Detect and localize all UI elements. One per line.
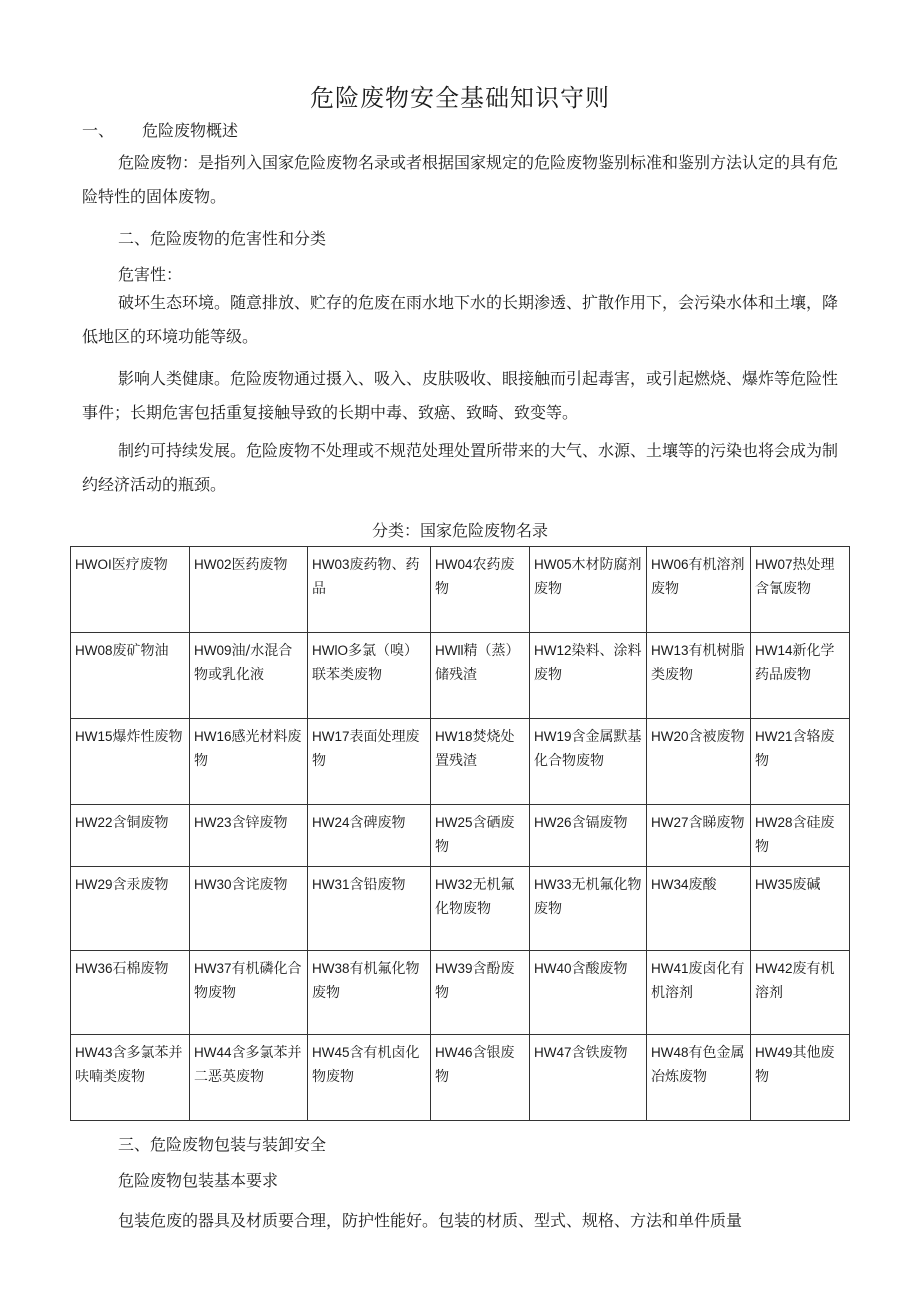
waste-category-cell: [71, 547, 190, 633]
waste-code: HW24: [312, 815, 350, 830]
waste-name: 废有机溶剂: [755, 961, 835, 1001]
waste-name: 废卤化有机溶剂: [651, 961, 745, 1001]
waste-category-cell: [647, 547, 751, 633]
waste-code: HW37: [194, 961, 232, 976]
waste-name: 表面处理废物: [312, 729, 420, 769]
waste-category-cell: [190, 719, 308, 805]
waste-category-table: [70, 546, 850, 1121]
waste-name: 有机树脂类废物: [651, 643, 745, 683]
waste-code: HWll: [435, 643, 464, 658]
waste-code: HW06: [651, 557, 689, 572]
waste-name: 木材防腐剂废物: [534, 557, 642, 597]
waste-name: 有色金属冶炼废物: [651, 1045, 745, 1085]
waste-code: HW48: [651, 1045, 689, 1060]
waste-name: 多氯（嗅）联苯类废物: [312, 643, 418, 683]
waste-code: HW29: [75, 877, 113, 892]
waste-category-cell: [71, 805, 190, 867]
waste-name: 其他废物: [755, 1045, 835, 1085]
waste-name: 热处理含氰废物: [755, 557, 835, 597]
waste-category-cell: [647, 951, 751, 1035]
waste-category-cell: [751, 547, 850, 633]
waste-category-cell: [71, 951, 190, 1035]
waste-category-cell: [190, 951, 308, 1035]
section2-heading: 二、危险废物的危害性和分类: [118, 229, 327, 248]
waste-code: HW42: [755, 961, 793, 976]
waste-category-cell: [530, 805, 647, 867]
waste-category-cell: [530, 633, 647, 719]
waste-category-cell: [190, 1035, 308, 1121]
waste-code: HW12: [534, 643, 572, 658]
waste-name: 含硒废物: [435, 815, 515, 855]
table-row: [71, 1035, 850, 1121]
waste-category-cell: [308, 633, 431, 719]
waste-code: HW14: [755, 643, 793, 658]
waste-code: HW18: [435, 729, 473, 744]
waste-name: 农药废物: [435, 557, 515, 597]
waste-code: HW38: [312, 961, 350, 976]
waste-code: HW45: [312, 1045, 350, 1060]
harm-paragraph-ecology: 破坏生态环境。随意排放、贮存的危废在雨水地下水的长期渗透、扩散作用下，会污染水体和土壤，降低地区的环境功能等级。: [82, 293, 839, 346]
waste-code: HW30: [194, 877, 232, 892]
waste-category-cell: [71, 719, 190, 805]
waste-category-cell: [751, 805, 850, 867]
waste-name: 含辂废物: [755, 729, 835, 769]
waste-code: HW46: [435, 1045, 473, 1060]
waste-name: 含铅废物: [349, 877, 406, 893]
waste-name: 医药废物: [231, 557, 288, 573]
waste-category-cell: [431, 1035, 530, 1121]
waste-name: 含酸废物: [571, 961, 628, 977]
waste-name: 无机氟化物废物: [435, 877, 515, 917]
waste-code: HWOI: [75, 557, 112, 572]
waste-category-cell: [71, 1035, 190, 1121]
waste-name: 含锌废物: [231, 815, 288, 831]
table-row: [71, 951, 850, 1035]
waste-name: 含汞废物: [112, 877, 169, 893]
waste-category-cell: [647, 805, 751, 867]
waste-name: 废酸: [688, 877, 717, 893]
waste-code: HW40: [534, 961, 572, 976]
waste-name: 废碱: [792, 877, 821, 893]
packaging-heading: 危险废物包装基本要求: [118, 1171, 279, 1190]
waste-code: HW05: [534, 557, 572, 572]
waste-code: HW09: [194, 643, 232, 658]
waste-category-cell: [647, 867, 751, 951]
waste-code: HW26: [534, 815, 572, 830]
waste-name: 废矿物油: [112, 643, 169, 659]
waste-code: HW33: [534, 877, 572, 892]
waste-code: HW13: [651, 643, 689, 658]
waste-name: 含碑废物: [349, 815, 406, 831]
waste-name: 有机磷化合物废物: [194, 961, 302, 1001]
waste-name: 无机氟化物废物: [534, 877, 642, 917]
waste-category-cell: [530, 719, 647, 805]
waste-category-cell: [530, 1035, 647, 1121]
harm-paragraph-health: 影响人类健康。危险废物通过摄入、吸入、皮肤吸收、眼接触而引起毒害，或引起燃烧、爆炸等危险性事件；长期危害包括重复接触导致的长期中毒、致癌、致畸、致变等。: [82, 369, 839, 422]
waste-code: HW32: [435, 877, 473, 892]
waste-code: HW07: [755, 557, 793, 572]
waste-code: HW39: [435, 961, 473, 976]
waste-code: HW35: [755, 877, 793, 892]
waste-code: HW47: [534, 1045, 572, 1060]
waste-code: HW04: [435, 557, 473, 572]
harm-label: 危害性：: [118, 265, 183, 284]
waste-category-cell: [751, 1035, 850, 1121]
waste-name: 含多氯苯并呋喃类废物: [75, 1045, 183, 1085]
page-title: 危险废物安全基础知识守则: [310, 84, 610, 112]
waste-name: 感光材料废物: [194, 729, 302, 769]
waste-code: HW19: [534, 729, 572, 744]
waste-category-cell: [751, 633, 850, 719]
waste-category-cell: [530, 867, 647, 951]
waste-category-cell: [431, 951, 530, 1035]
waste-category-cell: [190, 867, 308, 951]
waste-code: HW08: [75, 643, 113, 658]
definition-paragraph: 危险废物：是指列入国家危险废物名录或者根据国家规定的危险废物鉴别标准和鉴别方法认定的具有危险特性的固体废物。: [82, 153, 839, 206]
waste-code: HW27: [651, 815, 689, 830]
waste-name: 有机溶剂废物: [651, 557, 745, 597]
waste-name: 医疗废物: [111, 557, 168, 573]
waste-category-cell: [431, 547, 530, 633]
table-row: [71, 719, 850, 805]
waste-category-cell: [530, 547, 647, 633]
waste-code: HW22: [75, 815, 113, 830]
waste-category-cell: [647, 1035, 751, 1121]
waste-category-cell: [308, 547, 431, 633]
table-row: [71, 547, 850, 633]
table-caption: 分类：国家危险废物名录: [371, 521, 548, 540]
waste-name: 染料、涂料废物: [534, 643, 642, 683]
waste-category-cell: [71, 867, 190, 951]
waste-category-cell: [190, 547, 308, 633]
waste-category-cell: [308, 805, 431, 867]
waste-category-cell: [431, 633, 530, 719]
waste-name: 含镉废物: [571, 815, 628, 831]
table-row: [71, 633, 850, 719]
table-row: [71, 867, 850, 951]
waste-name: 含酚废物: [435, 961, 515, 1001]
waste-name: 焚烧处置残渣: [435, 729, 515, 769]
packaging-paragraph: 包装危废的器具及材质要合理，防护性能好。包装的材质、型式、规格、方法和单件质量: [118, 1211, 743, 1230]
waste-name: 有机氟化物废物: [312, 961, 420, 1001]
waste-code: HW34: [651, 877, 689, 892]
waste-code: HW36: [75, 961, 113, 976]
waste-category-cell: [530, 951, 647, 1035]
waste-code: HW43: [75, 1045, 113, 1060]
waste-name: 含有机卤化物废物: [312, 1045, 420, 1085]
waste-category-cell: [431, 719, 530, 805]
waste-category-cell: [308, 719, 431, 805]
waste-name: 含银废物: [435, 1045, 515, 1085]
waste-code: HW16: [194, 729, 232, 744]
waste-code: HW31: [312, 877, 350, 892]
waste-name: 含金属默基化合物废物: [534, 729, 642, 769]
waste-name: 废药物、药品: [312, 557, 420, 597]
waste-name: 含诧废物: [231, 877, 288, 893]
waste-code: HW03: [312, 557, 350, 572]
waste-category-cell: [71, 633, 190, 719]
waste-category-cell: [308, 951, 431, 1035]
waste-category-cell: [751, 867, 850, 951]
waste-category-cell: [647, 633, 751, 719]
table-row: [71, 805, 850, 867]
harm-paragraph-development: 制约可持续发展。危险废物不处理或不规范处理处置所带来的大气、水源、土壤等的污染也将会成为制约经济活动的瓶颈。: [82, 441, 839, 494]
waste-name: 含多氯苯并二恶英废物: [194, 1045, 302, 1085]
waste-code: HW49: [755, 1045, 793, 1060]
waste-name: 新化学药品废物: [755, 643, 835, 683]
waste-name: 石棉废物: [112, 961, 169, 977]
waste-code: HW17: [312, 729, 350, 744]
waste-code: HW23: [194, 815, 232, 830]
waste-code: HW21: [755, 729, 793, 744]
waste-code: HW15: [75, 729, 113, 744]
waste-category-cell: [308, 1035, 431, 1121]
waste-code: HW20: [651, 729, 689, 744]
section1-number: 一、: [82, 121, 115, 140]
waste-name: 含睇废物: [688, 815, 745, 831]
waste-category-cell: [308, 867, 431, 951]
waste-category-cell: [190, 805, 308, 867]
waste-category-cell: [647, 719, 751, 805]
waste-code: HW25: [435, 815, 473, 830]
section1-heading: 危险废物概述: [142, 121, 239, 140]
waste-code: HW02: [194, 557, 232, 572]
waste-category-cell: [751, 719, 850, 805]
waste-category-cell: [431, 805, 530, 867]
waste-name: 含硅废物: [755, 815, 835, 855]
section3-heading: 三、危险废物包装与装卸安全: [118, 1135, 327, 1154]
waste-name: 含铁废物: [571, 1045, 628, 1061]
waste-category-cell: [431, 867, 530, 951]
waste-code: HW28: [755, 815, 793, 830]
waste-name: 含被废物: [688, 729, 745, 745]
waste-code: HW41: [651, 961, 689, 976]
waste-code: HW44: [194, 1045, 232, 1060]
waste-name: 含铜废物: [112, 815, 169, 831]
waste-name: 油/水混合物或乳化液: [194, 643, 293, 683]
waste-category-cell: [190, 633, 308, 719]
waste-name: 爆炸性废物: [112, 729, 183, 745]
waste-category-cell: [751, 951, 850, 1035]
waste-name: 精（蒸）储残渣: [435, 643, 520, 683]
waste-code: HWlO: [312, 643, 348, 658]
